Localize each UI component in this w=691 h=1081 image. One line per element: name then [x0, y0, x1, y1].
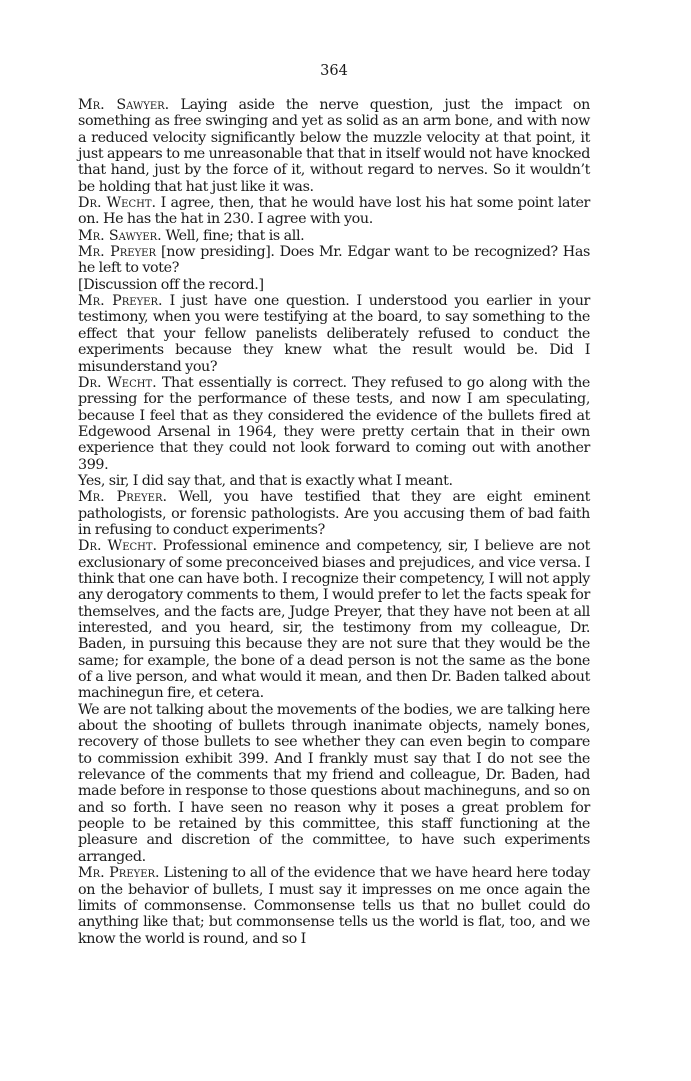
speaker-name: Mr. Preyer.: [78, 489, 168, 506]
transcript-paragraph: [78, 244, 590, 277]
paragraph-text: Yes, sir, I did say that, and that is exactly what I meant.: [78, 472, 453, 489]
speaker-name: Dr. Wecht.: [78, 374, 157, 391]
paragraph-text: That essentially is correct. They refused to go along with the pressing for the performance of these tests, and now I am speculating, because I feel that as they considered the evidence of the bullets fired at Edgewood Arsenal in 1964, they were pretty certain that in their own experience that they could not look forward to coming out with another 399.: [78, 374, 590, 473]
transcript-paragraph: [78, 702, 590, 865]
transcript-body: [78, 97, 590, 947]
speaker-name: Mr. Sawyer.: [78, 227, 162, 244]
transcript-paragraph: [78, 538, 590, 701]
paragraph-text: [now presiding]. Does Mr. Edgar want to be recognized? Has he left to vote?: [78, 244, 590, 277]
speaker-name: Mr. Preyer.: [78, 293, 163, 310]
speaker-name: Dr. Wecht.: [78, 195, 157, 212]
speaker-name: Mr. Preyer.: [78, 865, 160, 882]
transcript-paragraph: [78, 293, 590, 375]
speaker-name: Mr. Sawyer.: [78, 97, 170, 113]
transcript-paragraph: [78, 865, 590, 947]
paragraph-text: Well, fine; that is all.: [161, 227, 305, 244]
page-number: 364: [320, 63, 348, 79]
paragraph-text: Well, you have testified that they are eight eminent pathologists, or forensic pathologists. Are you accusing them of bad faith in refusing to conduct experiments?: [78, 489, 590, 538]
paragraph-text: I agree, then, that he would have lost his hat some point later on. He has the hat in 230. I agree with you.: [78, 195, 590, 228]
paragraph-text: Listening to all of the evidence that we have heard here today on the behavior of bullets, I must say it impresses on me once again the limits of commonsense. Commonsense tells us that no bullet could do anything like that; but commonsense tells us the world is flat, too, and we know the world is round, and so I: [78, 865, 590, 947]
paragraph-text: Laying aside the nerve question, just the impact on something as free swinging and yet as solid as an arm bone, and with now a reduced velocity significantly below the muzzle velocity at that point, it just appears to me unreasonable that that in itself would not have knocked that hand, just by the force of it, without regard to nerves. So it wouldn’t be holding that hat just like it was.: [78, 97, 590, 195]
transcript-paragraph: [78, 195, 590, 228]
paragraph-text: Professional eminence and competency, sir, I believe are not exclusionary of some preconceived biases and prejudices, and vice versa. I think that one can have both. I recognize their competency, I will not apply any derogatory comments to them, I would prefer to let the facts speak for themselves, and the facts are, Judge Preyer, that they have not been at all interested, and you heard, sir, the testimony from my colleague, Dr. Baden, in pursuing this because they are not sure that they would be the same; for example, the bone of a dead person is not the same as the bone of a live person, and what would it mean, and then Dr. Baden talked about machinegun fire, et cetera.: [78, 538, 591, 702]
speaker-name: Dr. Wecht.: [78, 538, 158, 555]
transcript-paragraph: [78, 473, 590, 489]
transcript-paragraph: [78, 228, 590, 244]
paragraph-text: [Discussion off the record.]: [78, 276, 264, 293]
speaker-name: Mr. Preyer: [78, 244, 157, 261]
paragraph-text: We are not talking about the movements of the bodies, we are talking here about the shooting of bullets through inanimate objects, namely bones, recovery of those bullets to see whether they can even begin to compare to commission exhibit 399. And I frankly must say that I do not see the relevance of the comments that my friend and colleague, Dr. Baden, had made before in response to those questions about machineguns, and so on and so forth. I have seen no reason why it poses a great problem for people to be retained by this committee, this staff functioning at the pleasure and discretion of the committee, to have such experiments arranged.: [78, 701, 590, 865]
transcript-paragraph: [78, 489, 590, 538]
paragraph-text: I just have one question. I understood you earlier in your testimony, when you were testifying at the board, to say something to the effect that your fellow panelists deliberately refused to conduct the experiments because they knew what the result would be. Did I misunderstand you?: [78, 293, 590, 375]
transcript-paragraph: [78, 375, 590, 473]
transcript-paragraph: [78, 97, 590, 195]
transcript-paragraph: [78, 277, 590, 293]
document-page: [78, 62, 590, 947]
